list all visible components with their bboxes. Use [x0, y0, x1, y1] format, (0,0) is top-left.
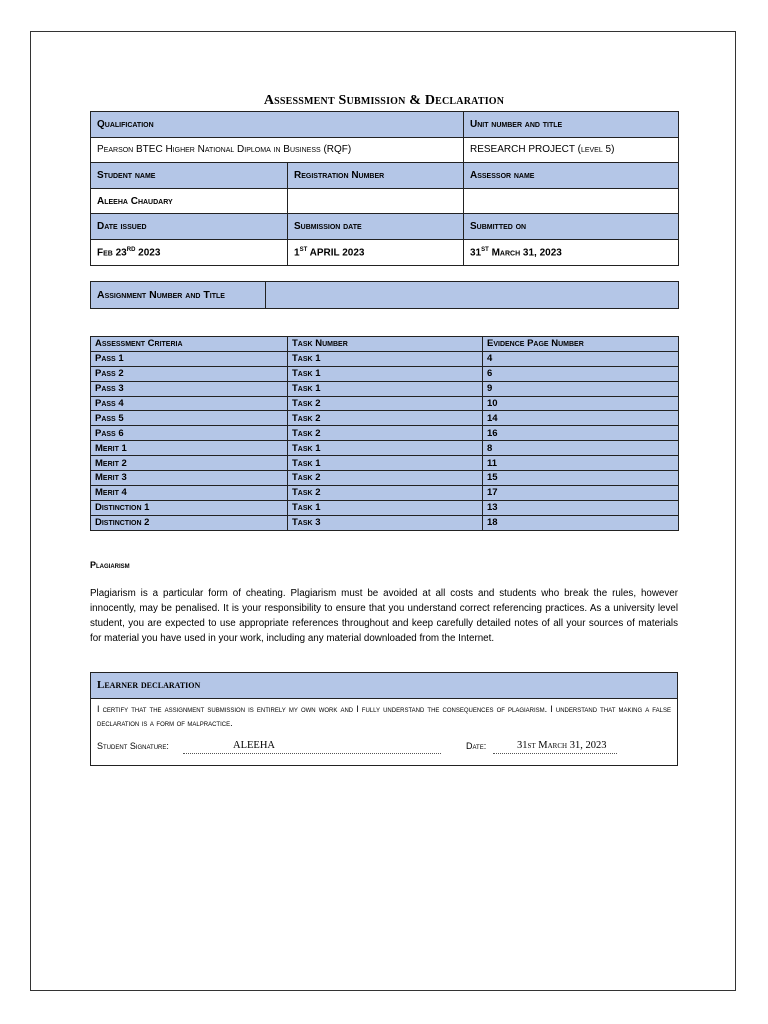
task-number-cell: Task 1 — [288, 351, 483, 366]
assessor-name-label: Assessor name — [464, 163, 679, 189]
evidence-page-cell: 15 — [483, 471, 679, 486]
evidence-page-cell: 8 — [483, 441, 679, 456]
task-number-header: Task Number — [288, 337, 483, 352]
evidence-page-cell: 11 — [483, 456, 679, 471]
task-number-cell: Task 1 — [288, 500, 483, 515]
criteria-row — [91, 411, 679, 426]
criteria-row — [91, 515, 679, 530]
unit-value: RESEARCH PROJECT (level 5) — [464, 137, 679, 163]
assignment-table — [90, 281, 679, 309]
criteria-cell: Merit 1 — [91, 441, 288, 456]
assessor-name-value — [464, 188, 679, 214]
submitted-on-value: 31ST March 31, 2023 — [464, 239, 679, 265]
plagiarism-text: Plagiarism is a particular form of cheating. Plagiarism must be avoided at all costs and students who break the rules, however innocently, may be penalised. It is your responsibility to ensure that you understand correct referencing practices. As a university level student, you are expected to use appropriate references throughout and keep carefully detailed notes of all your sources of materials for material you have used in your work, including any material downloaded from the Internet. — [90, 588, 678, 644]
date-issued-value: Feb 23RD 2023 — [91, 239, 288, 265]
evidence-page-cell: 6 — [483, 366, 679, 381]
learner-declaration-box — [90, 672, 678, 766]
date-issued-label: Date issued — [91, 214, 288, 240]
evidence-page-cell: 18 — [483, 515, 679, 530]
criteria-cell: Pass 5 — [91, 411, 288, 426]
task-number-cell: Task 2 — [288, 471, 483, 486]
criteria-row — [91, 485, 679, 500]
criteria-cell: Distinction 1 — [91, 500, 288, 515]
task-number-cell: Task 1 — [288, 441, 483, 456]
criteria-row — [91, 500, 679, 515]
evidence-page-cell: 10 — [483, 396, 679, 411]
evidence-page-cell: 9 — [483, 381, 679, 396]
evidence-page-cell: 17 — [483, 485, 679, 500]
task-number-cell: Task 2 — [288, 411, 483, 426]
student-name-label: Student name — [91, 163, 288, 189]
criteria-cell: Distinction 2 — [91, 515, 288, 530]
criteria-cell: Pass 3 — [91, 381, 288, 396]
evidence-page-cell: 16 — [483, 426, 679, 441]
criteria-cell: Pass 2 — [91, 366, 288, 381]
criteria-row — [91, 396, 679, 411]
criteria-cell: Merit 2 — [91, 456, 288, 471]
learner-declaration-text: I certify that the assignment submission is entirely my own work and I fully understand the consequences of plagiarism. I understand that making a false declaration is a form of malpractice. — [97, 704, 671, 728]
criteria-cell: Pass 4 — [91, 396, 288, 411]
criteria-cell: Pass 6 — [91, 426, 288, 441]
submitted-on-label: Submitted on — [464, 214, 679, 240]
criteria-header: Assessment Criteria — [91, 337, 288, 352]
learner-declaration-heading: Learner declaration — [91, 673, 677, 699]
submission-date-label: Submission date — [288, 214, 464, 240]
student-signature-value: ALEEHA — [233, 740, 275, 751]
declaration-date-value: 31st March 31, 2023 — [517, 740, 607, 751]
evidence-page-cell: 14 — [483, 411, 679, 426]
evidence-page-cell: 13 — [483, 500, 679, 515]
plagiarism-heading: Plagiarism — [90, 560, 130, 570]
document-title: Assessment Submission & Declaration — [263, 93, 505, 108]
task-number-cell: Task 2 — [288, 485, 483, 500]
declaration-date-line — [493, 740, 617, 754]
submission-info-table — [90, 111, 679, 266]
criteria-row — [91, 456, 679, 471]
student-name-value: Aleeha Chaudary — [91, 188, 288, 214]
criteria-cell: Merit 4 — [91, 485, 288, 500]
qualification-value: Pearson BTEC Higher National Diploma in Business (RQF) — [91, 137, 464, 163]
assignment-number-title-label: Assignment Number and Title — [91, 282, 266, 309]
criteria-row — [91, 471, 679, 486]
criteria-row — [91, 381, 679, 396]
task-number-cell: Task 3 — [288, 515, 483, 530]
criteria-cell: Merit 3 — [91, 471, 288, 486]
criteria-row — [91, 426, 679, 441]
task-number-cell: Task 2 — [288, 396, 483, 411]
criteria-row — [91, 366, 679, 381]
assignment-number-title-value — [266, 282, 679, 309]
date-label: Date: — [466, 741, 487, 751]
registration-number-value — [288, 188, 464, 214]
evidence-page-cell: 4 — [483, 351, 679, 366]
criteria-row — [91, 441, 679, 456]
student-signature-line — [183, 740, 441, 754]
task-number-cell: Task 1 — [288, 366, 483, 381]
evidence-page-header: Evidence Page Number — [483, 337, 679, 352]
submission-date-value: 1ST APRIL 2023 — [288, 239, 464, 265]
task-number-cell: Task 1 — [288, 381, 483, 396]
criteria-cell: Pass 1 — [91, 351, 288, 366]
task-number-cell: Task 1 — [288, 456, 483, 471]
task-number-cell: Task 2 — [288, 426, 483, 441]
criteria-row — [91, 351, 679, 366]
qualification-label: Qualification — [91, 112, 464, 138]
unit-label: Unit number and title — [464, 112, 679, 138]
assessment-criteria-table — [90, 336, 679, 531]
registration-number-label: Registration Number — [288, 163, 464, 189]
student-signature-label: Student Signature: — [97, 741, 169, 751]
